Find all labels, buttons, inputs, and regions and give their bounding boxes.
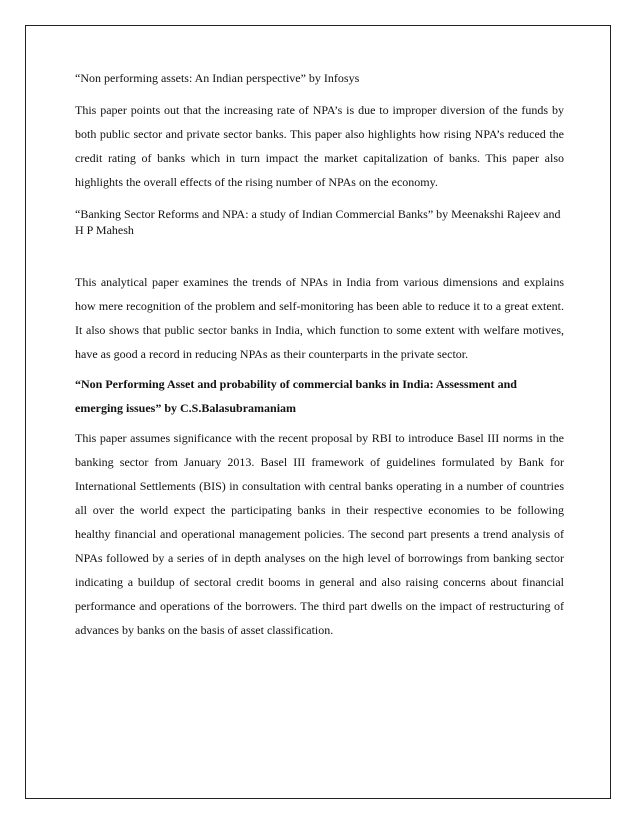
document-body xyxy=(75,68,564,642)
section-2-body: This analytical paper examines the trends of NPAs in India from various dimensions and explains how mere recognition of the problem and self-monitoring has been able to reduce it to a great extent. It also shows that public sector banks in India, which function to some extent with welfare motives, have as good a record in reducing NPAs as their counterparts in the private sector. xyxy=(75,275,564,361)
section-3-body: This paper assumes significance with the recent proposal by RBI to introduce Basel III norms in the banking sector from January 2013. Basel III framework of guidelines formulated by Bank for International Settlements (BIS) in consultation with central banks operating in a number of countries all over the world expect the participating banks in their respective economies to be following healthy financial and operational management policies. The second part presents a trend analysis of NPAs followed by a series of in depth analyses on the high level of borrowings from banking sector indicating a buildup of sectoral credit booms in general and also raising concerns about financial performance and operations of the borrowers. The third part dwells on the impact of restructuring of advances by banks on the basis of asset classification. xyxy=(75,431,564,637)
section-2-title: “Banking Sector Reforms and NPA: a study of Indian Commercial Banks” by Meenakshi Rajeev and H P Mahesh xyxy=(75,207,561,237)
section-3-title: “Non Performing Asset and probability of commercial banks in India: Assessment and emerging issues” by C.S.Balasubramaniam xyxy=(75,377,517,415)
section-1-body: This paper points out that the increasing rate of NPA’s is due to improper diversion of the funds by both public sector and private sector banks. This paper also highlights how rising NPA’s reduced the credit rating of banks which in turn impact the market capitalization of banks. This paper also highlights the overall effects of the rising number of NPAs on the economy. xyxy=(75,103,564,189)
section-1-title: “Non performing assets: An Indian perspective” by Infosys xyxy=(75,71,360,85)
